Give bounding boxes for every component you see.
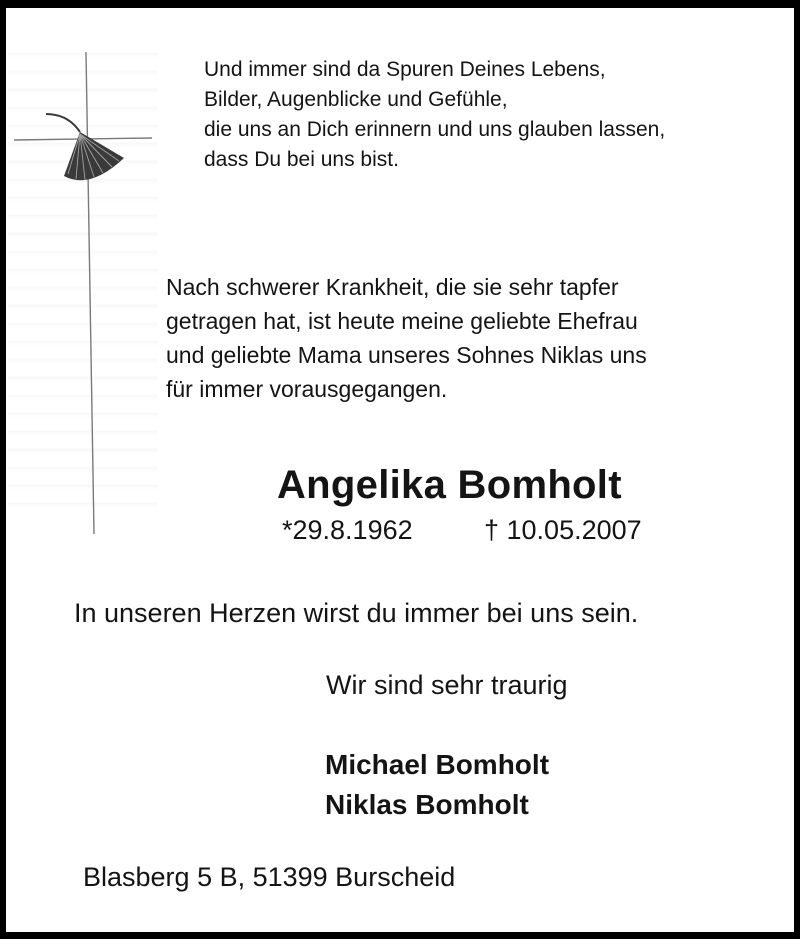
death-date: † 10.05.2007 [484,515,642,545]
mourner-name: Michael Bomholt [325,749,550,780]
announcement-text [166,270,647,406]
remembrance-line: In unseren Herzen wirst du immer bei uns sein. [74,598,639,628]
deceased-name: Angelika Bomholt [277,463,622,507]
mourners-list [325,745,549,825]
ginkgo-leaf-icon [46,114,124,180]
announcement-line: und geliebte Mama unseres Sohnes Niklas uns [166,342,647,368]
announcement-line: getragen hat, ist heute meine geliebte Ehefrau [166,308,638,334]
verse-line: die uns an Dich erinnern und uns glauben lassen, [204,118,666,141]
mourner-name: Niklas Bomholt [325,789,529,820]
verse-line: Bilder, Augenblicke und Gefühle, [204,88,508,111]
announcement-line: für immer vorausgegangen. [166,376,448,402]
birth-date: *29.8.1962 [282,515,413,545]
mourning-line: Wir sind sehr traurig [326,670,568,700]
verse-line: dass Du bei uns bist. [204,148,399,171]
announcement-line: Nach schwerer Krankheit, die sie sehr tapfer [166,274,619,300]
family-address: Blasberg 5 B, 51399 Burscheid [83,862,456,892]
opening-verse [204,55,665,175]
cross-icon [14,52,152,534]
cross-with-ginkgo-leaf-icon [10,48,160,538]
verse-line: Und immer sind da Spuren Deines Lebens, [204,58,606,81]
